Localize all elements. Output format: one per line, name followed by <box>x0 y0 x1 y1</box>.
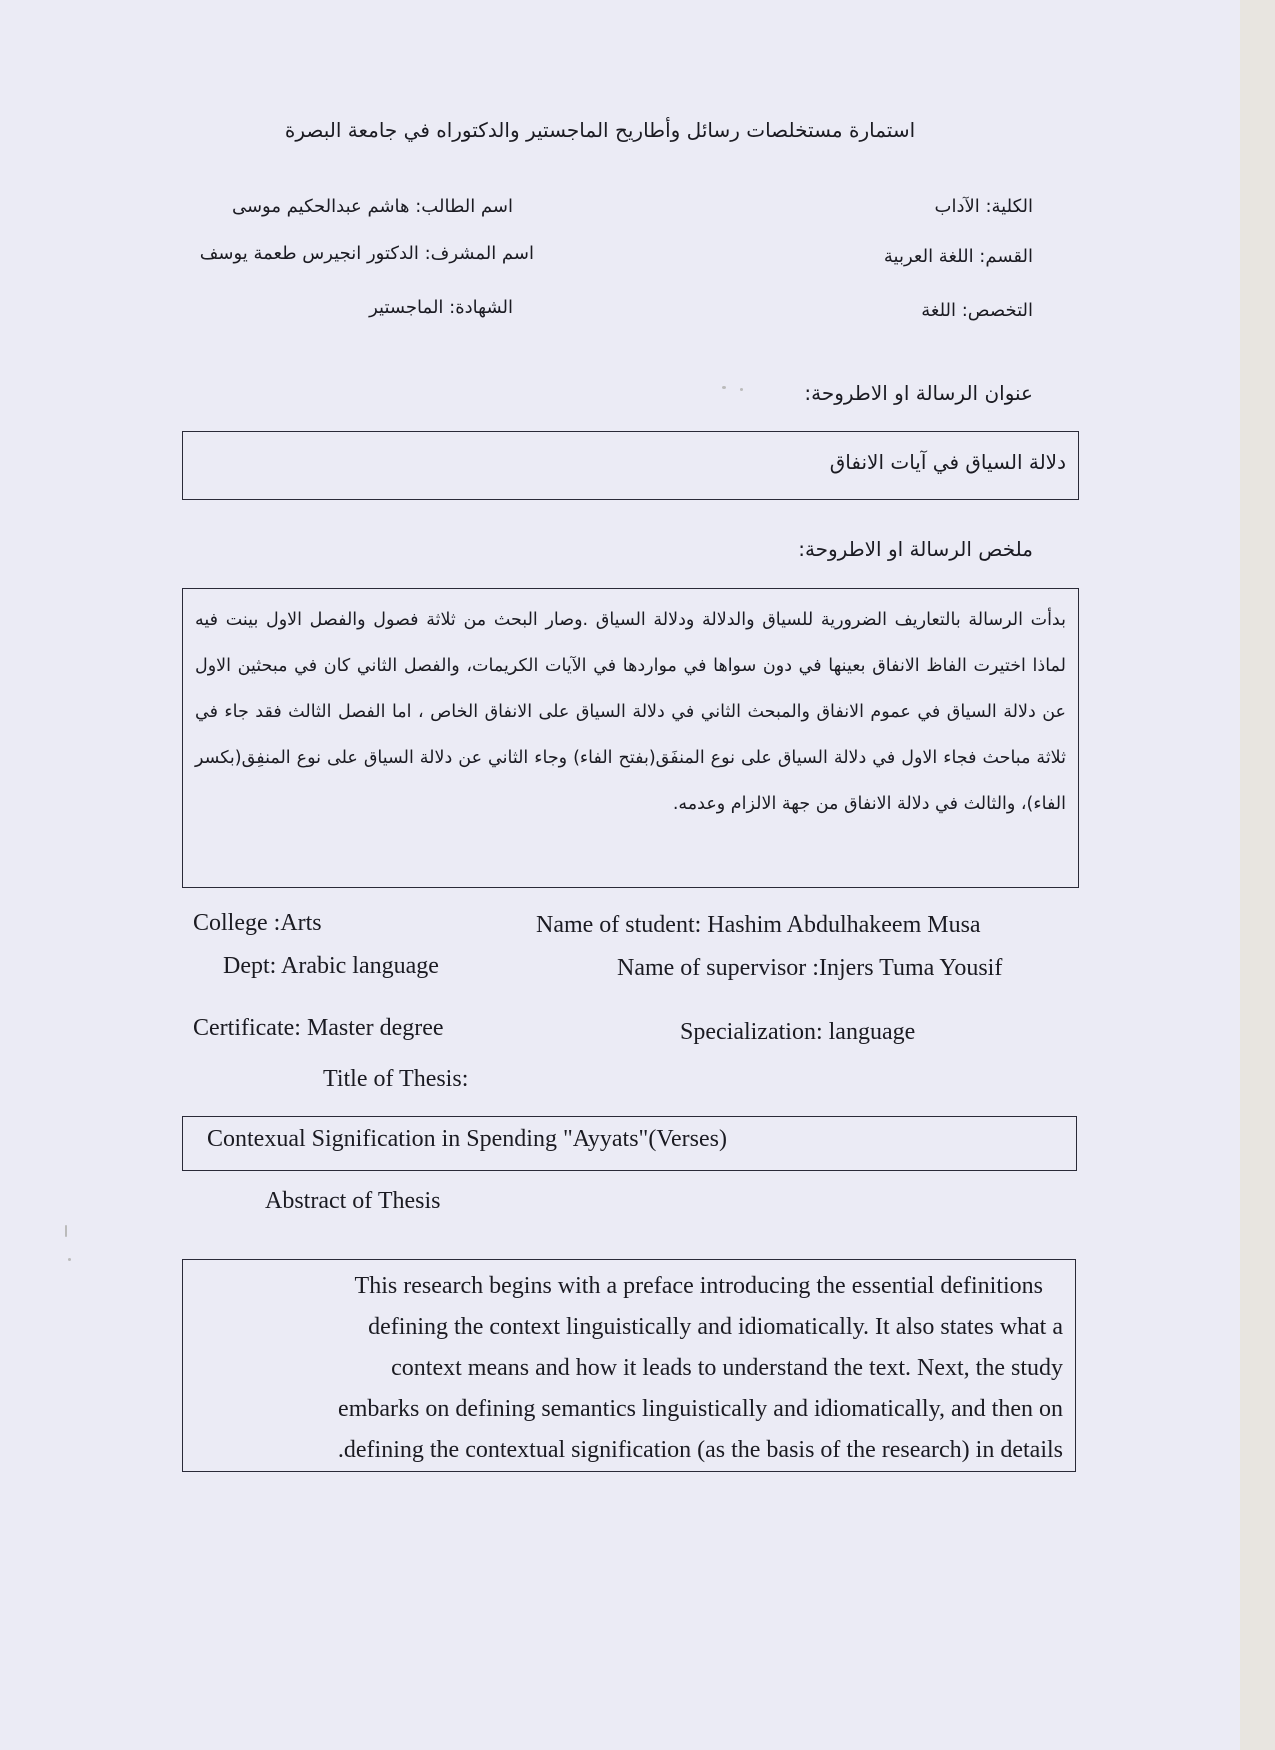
abstract-box-ar <box>182 588 1079 888</box>
scan-speck <box>68 1258 71 1261</box>
abstract-box-en <box>182 1259 1076 1472</box>
scan-speck <box>722 386 726 389</box>
thesis-title-label-en: Title of Thesis: <box>323 1066 469 1092</box>
scan-speck <box>65 1225 67 1237</box>
thesis-title-value-en: Contexual Signification in Spending "Ayyats"(Verses) <box>207 1126 727 1152</box>
college-field-ar: الكلية: الآداب <box>934 196 1033 217</box>
abstract-line-en: context means and how it leads to understand the text. Next, the study <box>391 1355 1063 1381</box>
abstract-label-en: Abstract of Thesis <box>265 1188 441 1214</box>
student-name-field-en: Name of student: Hashim Abdulhakeem Musa <box>536 912 981 938</box>
specialization-field-en: Specialization: language <box>680 1019 916 1045</box>
certificate-field-ar: الشهادة: الماجستير <box>369 297 513 318</box>
certificate-field-en: Certificate: Master degree <box>193 1015 444 1041</box>
abstract-text-ar: بدأت الرسالة بالتعاريف الضرورية للسياق والدلالة ودلالة السياق .وصار البحث من ثلاثة فصول والفصل الاول بينت فيه لماذا اختيرت الفاظ الانفاق بعينها في دون سواها في مواردها في الآيات الكريمات، والفصل الثاني كان في مبحثين الاول عن دلالة السياق في عموم الانفاق والمبحث الثاني في دلالة السياق على الانفاق الخاص ، اما الفصل الثالث فقد جاء في ثلاثة مباحث فجاء الاول في دلالة السياق على نوع المنفَق(بفتح الفاء) وجاء الثاني عن دلالة السياق على نوع المنفِق(بكسر الفاء)، والثالث في دلالة الانفاق من جهة الالزام وعدمه. <box>195 610 1066 814</box>
form-title: استمارة مستخلصات رسائل وأطاريح الماجستير والدكتوراه في جامعة البصرة <box>284 118 916 142</box>
scan-speck <box>740 388 743 391</box>
thesis-title-label-ar: عنوان الرسالة او الاطروحة: <box>804 381 1033 405</box>
thesis-title-box-en <box>182 1116 1077 1171</box>
abstract-label-ar: ملخص الرسالة او الاطروحة: <box>798 537 1033 561</box>
thesis-title-value-ar: دلالة السياق في آيات الانفاق <box>829 450 1066 474</box>
abstract-line-en: embarks on defining semantics linguistically and idiomatically, and then on <box>338 1396 1063 1422</box>
student-name-field-ar: اسم الطالب: هاشم عبدالحكيم موسى <box>231 196 513 217</box>
specialization-field-ar: التخصص: اللغة <box>921 300 1033 321</box>
abstract-line-en: This research begins with a preface introducing the essential definitions <box>354 1273 1043 1299</box>
college-field-en: College :Arts <box>193 910 322 936</box>
department-field-en: Dept: Arabic language <box>223 953 439 979</box>
abstract-line-en: defining the context linguistically and idiomatically. It also states what a <box>368 1314 1063 1340</box>
supervisor-name-field-en: Name of supervisor :Injers Tuma Yousif <box>617 955 1003 981</box>
department-field-ar: القسم: اللغة العربية <box>883 246 1033 267</box>
supervisor-name-field-ar: اسم المشرف: الدكتور انجيرس طعمة يوسف <box>199 243 534 264</box>
scan-edge <box>1240 0 1275 1750</box>
thesis-title-box-ar <box>182 431 1079 500</box>
abstract-line-en: .defining the contextual signification (as the basis of the research) in details <box>337 1437 1063 1463</box>
